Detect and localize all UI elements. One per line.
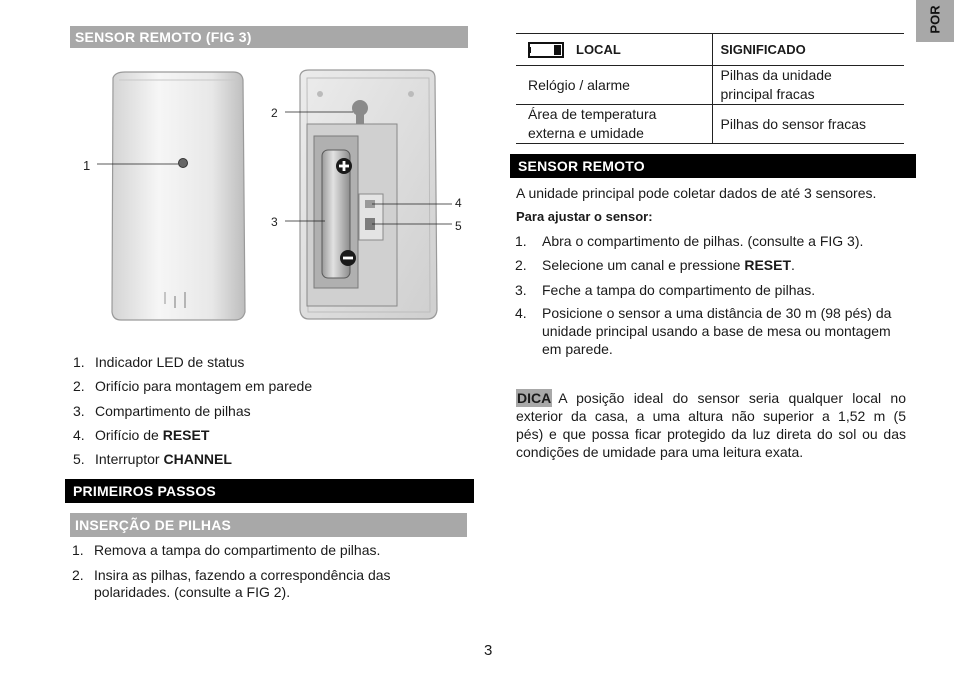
- sensor-figure: [75, 66, 475, 331]
- header-local: LOCAL: [576, 42, 621, 58]
- insercao-pilhas-header: INSERÇÃO DE PILHAS: [70, 513, 467, 537]
- sensor-back: [300, 70, 437, 319]
- page-number: 3: [484, 642, 493, 659]
- battery-indicator-table: [516, 33, 904, 144]
- table-header-row: [516, 34, 904, 66]
- led-indicator: [179, 159, 188, 168]
- sensor-fig3-header: SENSOR REMOTO (FIG 3): [70, 26, 468, 48]
- parts-item: 4. Orifício de RESET: [73, 427, 210, 443]
- tip-line: pés) e que possa ficar protegido da luz direta do sol ou das: [516, 426, 906, 442]
- intro-text: A unidade principal pode coletar dados de até 3 sensores.: [516, 185, 877, 201]
- language-tab-label: POR: [927, 5, 943, 34]
- parts-item: 2. Orifício para montagem em parede: [73, 378, 313, 394]
- adjust-step: 1. Abra o compartimento de pilhas. (consulte a FIG 3).: [515, 233, 864, 249]
- callout-5: 5: [455, 219, 462, 233]
- table-row: Área de temperatura externa e umidade Pilhas do sensor fracas: [516, 105, 904, 144]
- sensor-front: [112, 72, 245, 320]
- tip-line: A posição ideal do sensor seria qualquer local no: [558, 390, 906, 406]
- insercao-step: 2. Insira as pilhas, fazendo a correspondência das polaridades. (consulte a FIG 2).: [72, 567, 391, 600]
- parts-item: 3. Compartimento de pilhas: [73, 403, 251, 419]
- callout-3: 3: [271, 215, 278, 229]
- insercao-step: 1. Remova a tampa do compartimento de pilhas.: [72, 542, 381, 558]
- adjust-step: 3. Feche a tampa do compartimento de pilhas.: [515, 282, 816, 298]
- header-significado: SIGNIFICADO: [712, 34, 904, 66]
- parts-item: 1. Indicador LED de status: [73, 354, 245, 370]
- tip-block: [516, 389, 906, 461]
- sensor-remoto-header: SENSOR REMOTO: [510, 154, 916, 178]
- callout-4: 4: [455, 196, 462, 210]
- parts-item: 5. Interruptor CHANNEL: [73, 451, 232, 467]
- tip-label: DICA: [517, 390, 552, 406]
- tip-line: condições de umidade para uma leitura exata.: [516, 444, 804, 460]
- tip-line: exterior da casa, a uma altura não superior a 1,52 m (5: [516, 408, 906, 424]
- low-battery-icon: [528, 41, 566, 59]
- adjust-label: Para ajustar o sensor:: [516, 209, 653, 224]
- table-row: Relógio / alarme Pilhas da unidade principal fracas: [516, 66, 904, 105]
- adjust-step: 4. Posicione o sensor a uma distância de 30 m (98 pés) da unidade principal usando a base de mesa ou montagem em parede.: [515, 305, 892, 357]
- callout-2: 2: [271, 106, 278, 120]
- language-tab: [916, 0, 954, 42]
- primeiros-passos-header: PRIMEIROS PASSOS: [65, 479, 474, 503]
- callout-1: 1: [83, 158, 91, 173]
- adjust-step: 2. Selecione um canal e pressione RESET.: [515, 257, 795, 273]
